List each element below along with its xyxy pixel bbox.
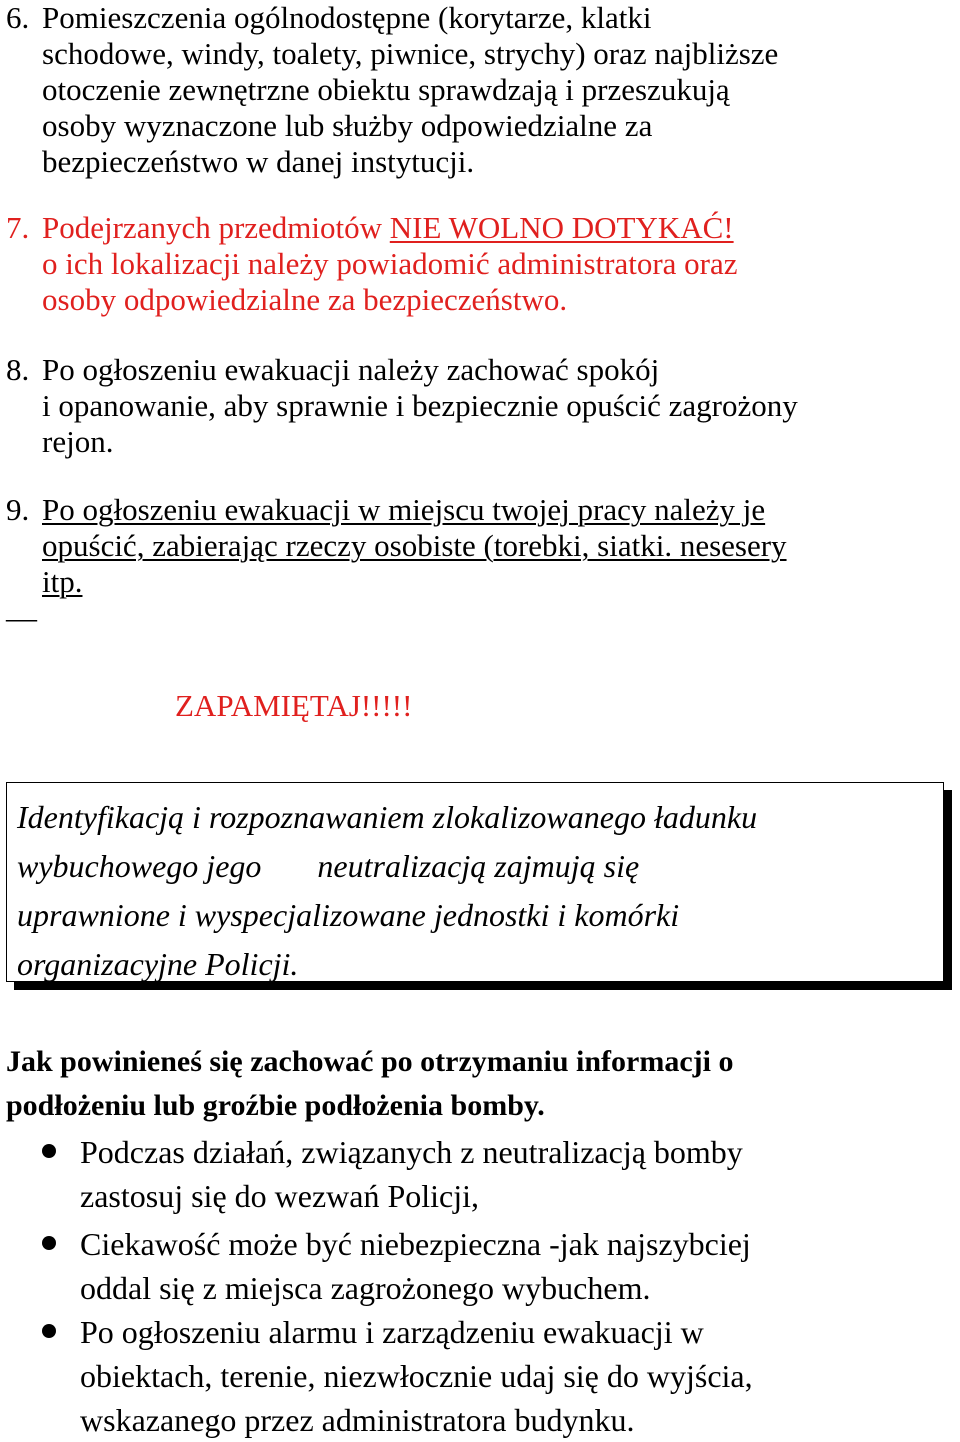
item-6-number: 6.: [6, 0, 30, 35]
trailing-dash: —: [6, 600, 37, 635]
item-8-text: [42, 352, 798, 460]
item-6: [6, 0, 778, 180]
heading-line: podłożeniu lub groźbie podłożenia bomby.: [6, 1089, 545, 1122]
item-8-line: Po ogłoszeniu ewakuacji należy zachować spokój: [42, 352, 660, 387]
item-9: [6, 492, 787, 600]
list-item-text: [80, 1222, 751, 1310]
box-frame: [6, 782, 944, 982]
list-item-text: [80, 1310, 753, 1442]
box-line: Identyfikacją i rozpoznawaniem zlokalizowanego ładunku: [17, 799, 758, 835]
list-item-line: Podczas działań, związanych z neutralizacją bomby: [80, 1134, 743, 1170]
item-6-line: Pomieszczenia ogólnodostępne (korytarze, klatki: [42, 0, 652, 35]
heading-line: Jak powinieneś się zachować po otrzymaniu informacji o: [6, 1045, 734, 1078]
item-7-line: o ich lokalizacji należy powiadomić administratora oraz: [42, 246, 738, 281]
item-6-line: otoczenie zewnętrzne obiektu sprawdzają i przeszukują: [42, 72, 730, 107]
list-item-line: oddal się z miejsca zagrożonego wybuchem.: [80, 1270, 651, 1306]
list-item: [0, 1130, 743, 1218]
item-9-number: 9.: [6, 492, 30, 527]
bullet-dot-icon: [42, 1324, 56, 1338]
item-7-prefix: Podejrzanych przedmiotów: [42, 210, 390, 245]
item-7-number: 7.: [6, 210, 30, 245]
item-7-line: osoby odpowiedzialne za bezpieczeństwo.: [42, 282, 568, 317]
item-6-line: bezpieczeństwo w danej instytucji.: [42, 144, 475, 179]
item-8: [6, 352, 798, 460]
item-8-line: rejon.: [42, 424, 114, 459]
item-7-text: [42, 210, 738, 318]
item-7: [6, 210, 738, 318]
list-item-line: Po ogłoszeniu alarmu i zarządzeniu ewakuacji w: [80, 1314, 704, 1350]
item-8-line: i opanowanie, aby sprawnie i bezpiecznie opuścić zagrożony: [42, 388, 798, 423]
bullet-dot-icon: [42, 1236, 56, 1250]
bullet-dot-icon: [42, 1144, 56, 1158]
box-line: uprawnione i wyspecjalizowane jednostki i komórki: [17, 897, 680, 933]
item-9-line: Po ogłoszeniu ewakuacji w miejscu twojej pracy należy je: [42, 492, 766, 527]
box-line: wybuchowego jego neutralizacją zajmują się: [17, 848, 640, 884]
do-not-touch-warning: NIE WOLNO DOTYKAĆ!: [389, 210, 734, 245]
item-7-first-line: [42, 210, 738, 246]
remember-heading: ZAPAMIĘTAJ!!!!!: [175, 688, 413, 723]
list-item-line: zastosuj się do wezwań Policji,: [80, 1178, 480, 1214]
item-6-text: [42, 0, 778, 180]
item-9-text: [42, 492, 787, 600]
item-9-line: opuścić, zabierając rzeczy osobiste (torebki, siatki. nesesery: [42, 528, 787, 563]
item-6-line: osoby wyznaczone lub służby odpowiedzialne za: [42, 108, 653, 143]
list-item: [0, 1222, 751, 1310]
box-line: organizacyjne Policji.: [17, 946, 299, 982]
item-9-line: itp.: [42, 564, 83, 599]
item-6-line: schodowe, windy, toalety, piwnice, strychy) oraz najbliższe: [42, 36, 779, 71]
section-heading: [6, 1040, 733, 1128]
item-8-number: 8.: [6, 352, 30, 387]
police-note-box: [6, 782, 944, 982]
box-text: [17, 793, 757, 989]
list-item-line: wskazanego przez administratora budynku.: [80, 1402, 635, 1438]
list-item-text: [80, 1130, 743, 1218]
list-item-line: Ciekawość może być niebezpieczna -jak najszybciej: [80, 1226, 751, 1262]
list-item: [0, 1310, 753, 1442]
list-item-line: obiektach, terenie, niezwłocznie udaj się do wyjścia,: [80, 1358, 753, 1394]
